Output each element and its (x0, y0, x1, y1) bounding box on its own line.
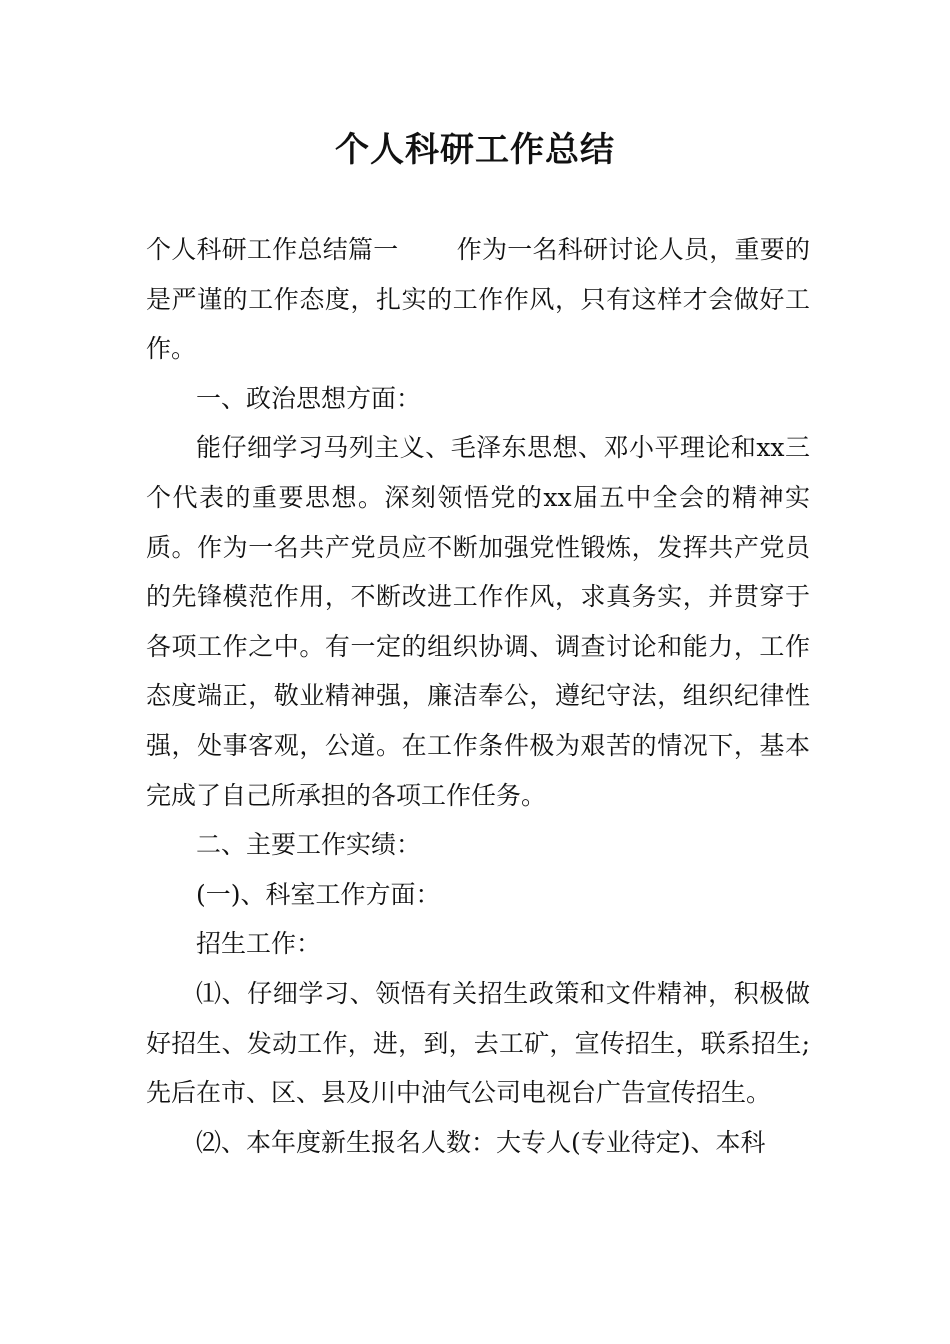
section-heading-politics: 一、政治思想方面： (196, 383, 422, 413)
paragraph-enrollment-item-2: ⑵、本年度新生报名人数：大专人(专业待定)、本科 (196, 1127, 766, 1157)
intro-text: 作为一名科研讨论人员，重要的是严谨的工作态度，扎实的工作作风，只有这样才会做好工作。 (146, 235, 810, 364)
subsection-heading-enrollment: 招生工作： (196, 929, 322, 959)
paragraph-politics: 能仔细学习马列主义、毛泽东思想、邓小平理论和xx三个代表的重要思想。深刻领悟党的xx届五中全会的精神实质。作为一名共产党员应不断加强党性锻炼，发挥共产党员的先锋模范作用，不断改进工作作风，求真务实，并贯穿于各项工作之中。有一定的组织协调、调查讨论和能力，工作态度端正，敬业精神强，廉洁奉公，遵纪守法，组织纪律性强，处事客观，公道。在工作条件极为艰苦的情况下，基本完成了自己所承担的各项工作任务。 (146, 433, 810, 810)
document-body (146, 225, 810, 1167)
paragraph-enrollment-item-1: ⑴、仔细学习、领悟有关招生政策和文件精神，积极做好招生、发动工作，进，到，去工矿，宣传招生，联系招生;先后在市、区、县及川中油气公司电视台广告宣传招生。 (146, 978, 810, 1108)
section-heading-achievements: 二、主要工作实绩： (196, 830, 422, 860)
subsection-heading-department: (一)、科室工作方面： (196, 879, 441, 909)
intro-paragraph (146, 225, 810, 374)
intro-label: 个人科研工作总结篇一 (146, 235, 399, 264)
document-title: 个人科研工作总结 (335, 130, 615, 170)
